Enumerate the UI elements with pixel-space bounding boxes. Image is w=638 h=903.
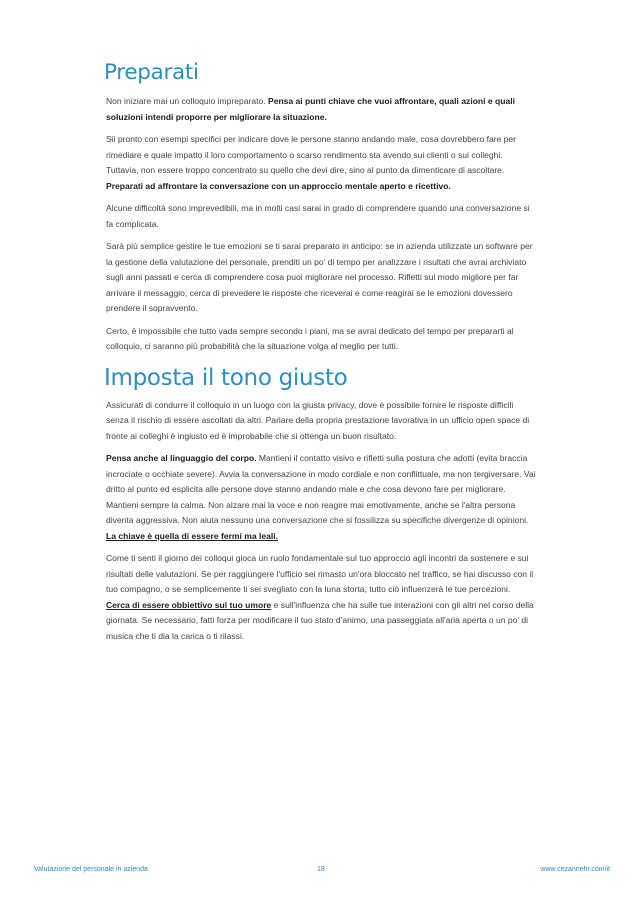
- section-title-preparati: Preparati: [104, 60, 199, 85]
- paragraph: Certo, è impossibile che tutto vada sempre secondo i piani, ma se avrai dedicato del tempo per prepararti al colloquio, ci saranno più probabilità che la situazione volga al meglio per tutti.: [106, 325, 514, 351]
- paragraph: Alcune difficoltà sono imprevedibili, ma in molti casi sarai in grado di comprendere quando una conversazione si fa complicata.: [106, 203, 530, 229]
- page-content: [106, 58, 536, 651]
- paragraph: Pensa anche al linguaggio del corpo. Mantieni il contatto visivo e rifletti sulla postura che adotti (evita braccia incrociate o occhiate severe). Avvia la conversazione in modo cordiale e non conflittuale, ma non tergiversare. Vai dritto al punto ed esplicita alle persone dove stanno andando male e che cosa devono fare per migliorare. Mantieni sempre la calma. Non alzare mai la voce e non reagire mai emotivamente, anche se l'altra persona diventa aggressiva. Non aiuta nessuno una conversazione che si fossilizza su specifiche divergenze di opinioni. La chiave è quella di essere fermi ma leali.: [106, 453, 536, 541]
- paragraph: Assicurati di condurre il colloquio in un luogo con la giusta privacy, dove è possibile fornire le risposte difficili senza il rischio di essere ascoltati da altri. Parlare della propria prestazione lavorativa in un ufficio open space di fronte ai colleghi è ingiusto ed è improbabile che si ottenga un buon risultato.: [106, 399, 530, 441]
- section-title-tono: Imposta il tono giusto: [104, 364, 348, 391]
- paragraph: Come ti senti il giorno dei colloqui gioca un ruolo fondamentale sul tuo approccio agli incontri da sostenere e sui risultati delle valutazioni. Se per raggiungere l'ufficio sei rimasto un'ora bloccato nel traffico, se hai discusso con il tuo compagno, o se semplicemente ti sei svegliato con la luna storta, tutto ciò influenzerà le tue percezioni. Cerca di essere obbiettivo sul tuo umore e sull'influenza che ha sulle tue interazioni con gli altri nel corso della giornata. Se necessario, fatti forza per modificare il tuo stato d'animo, una passeggiata all'aria aperta o un po' di musica che ti dia la carica o ti rilassi.: [106, 553, 534, 641]
- paragraph: Sarà più semplice gestire le tue emozioni se ti sarai preparato in anticipo: se in azienda utilizzate un software per la gestione della valutazione del personale, prenditi un po' di tempo per analizzare i risultati che avrai archiviato sugli anni passati e cerca di comprendere cosa puoi migliorare nel processo. Rifletti sul modo migliore per far arrivare il messaggio, cerca di prevedere le risposte che riceverai e come reagirai se le emozioni dovessero prendere il sopravvento.: [106, 241, 533, 313]
- paragraph: Non iniziare mai un colloquio impreparato. Pensa ai punti chiave che vuoi affrontare, quali azioni e quali soluzioni intendi proporre per migliorare la situazione.: [106, 96, 515, 122]
- page-number: 18: [317, 866, 325, 873]
- paragraph: Sii pronto con esempi specifici per indicare dove le persone stanno andando male, cosa dovrebbero fare per rimediare e quale impatto il loro comportamento o scarso rendimento sta avendo sui clienti o sui colleghi. Tuttavia, non essere troppo concentrato su quello che devi dire, sino al punto da dimenticare di ascoltare. Preparati ad affrontare la conversazione con un approccio mentale aperto e ricettivo.: [106, 134, 517, 191]
- footer-document-title: Valutazione del personale in azienda: [34, 866, 148, 873]
- footer-website-link[interactable]: www.cezannehr.com/it: [540, 866, 610, 873]
